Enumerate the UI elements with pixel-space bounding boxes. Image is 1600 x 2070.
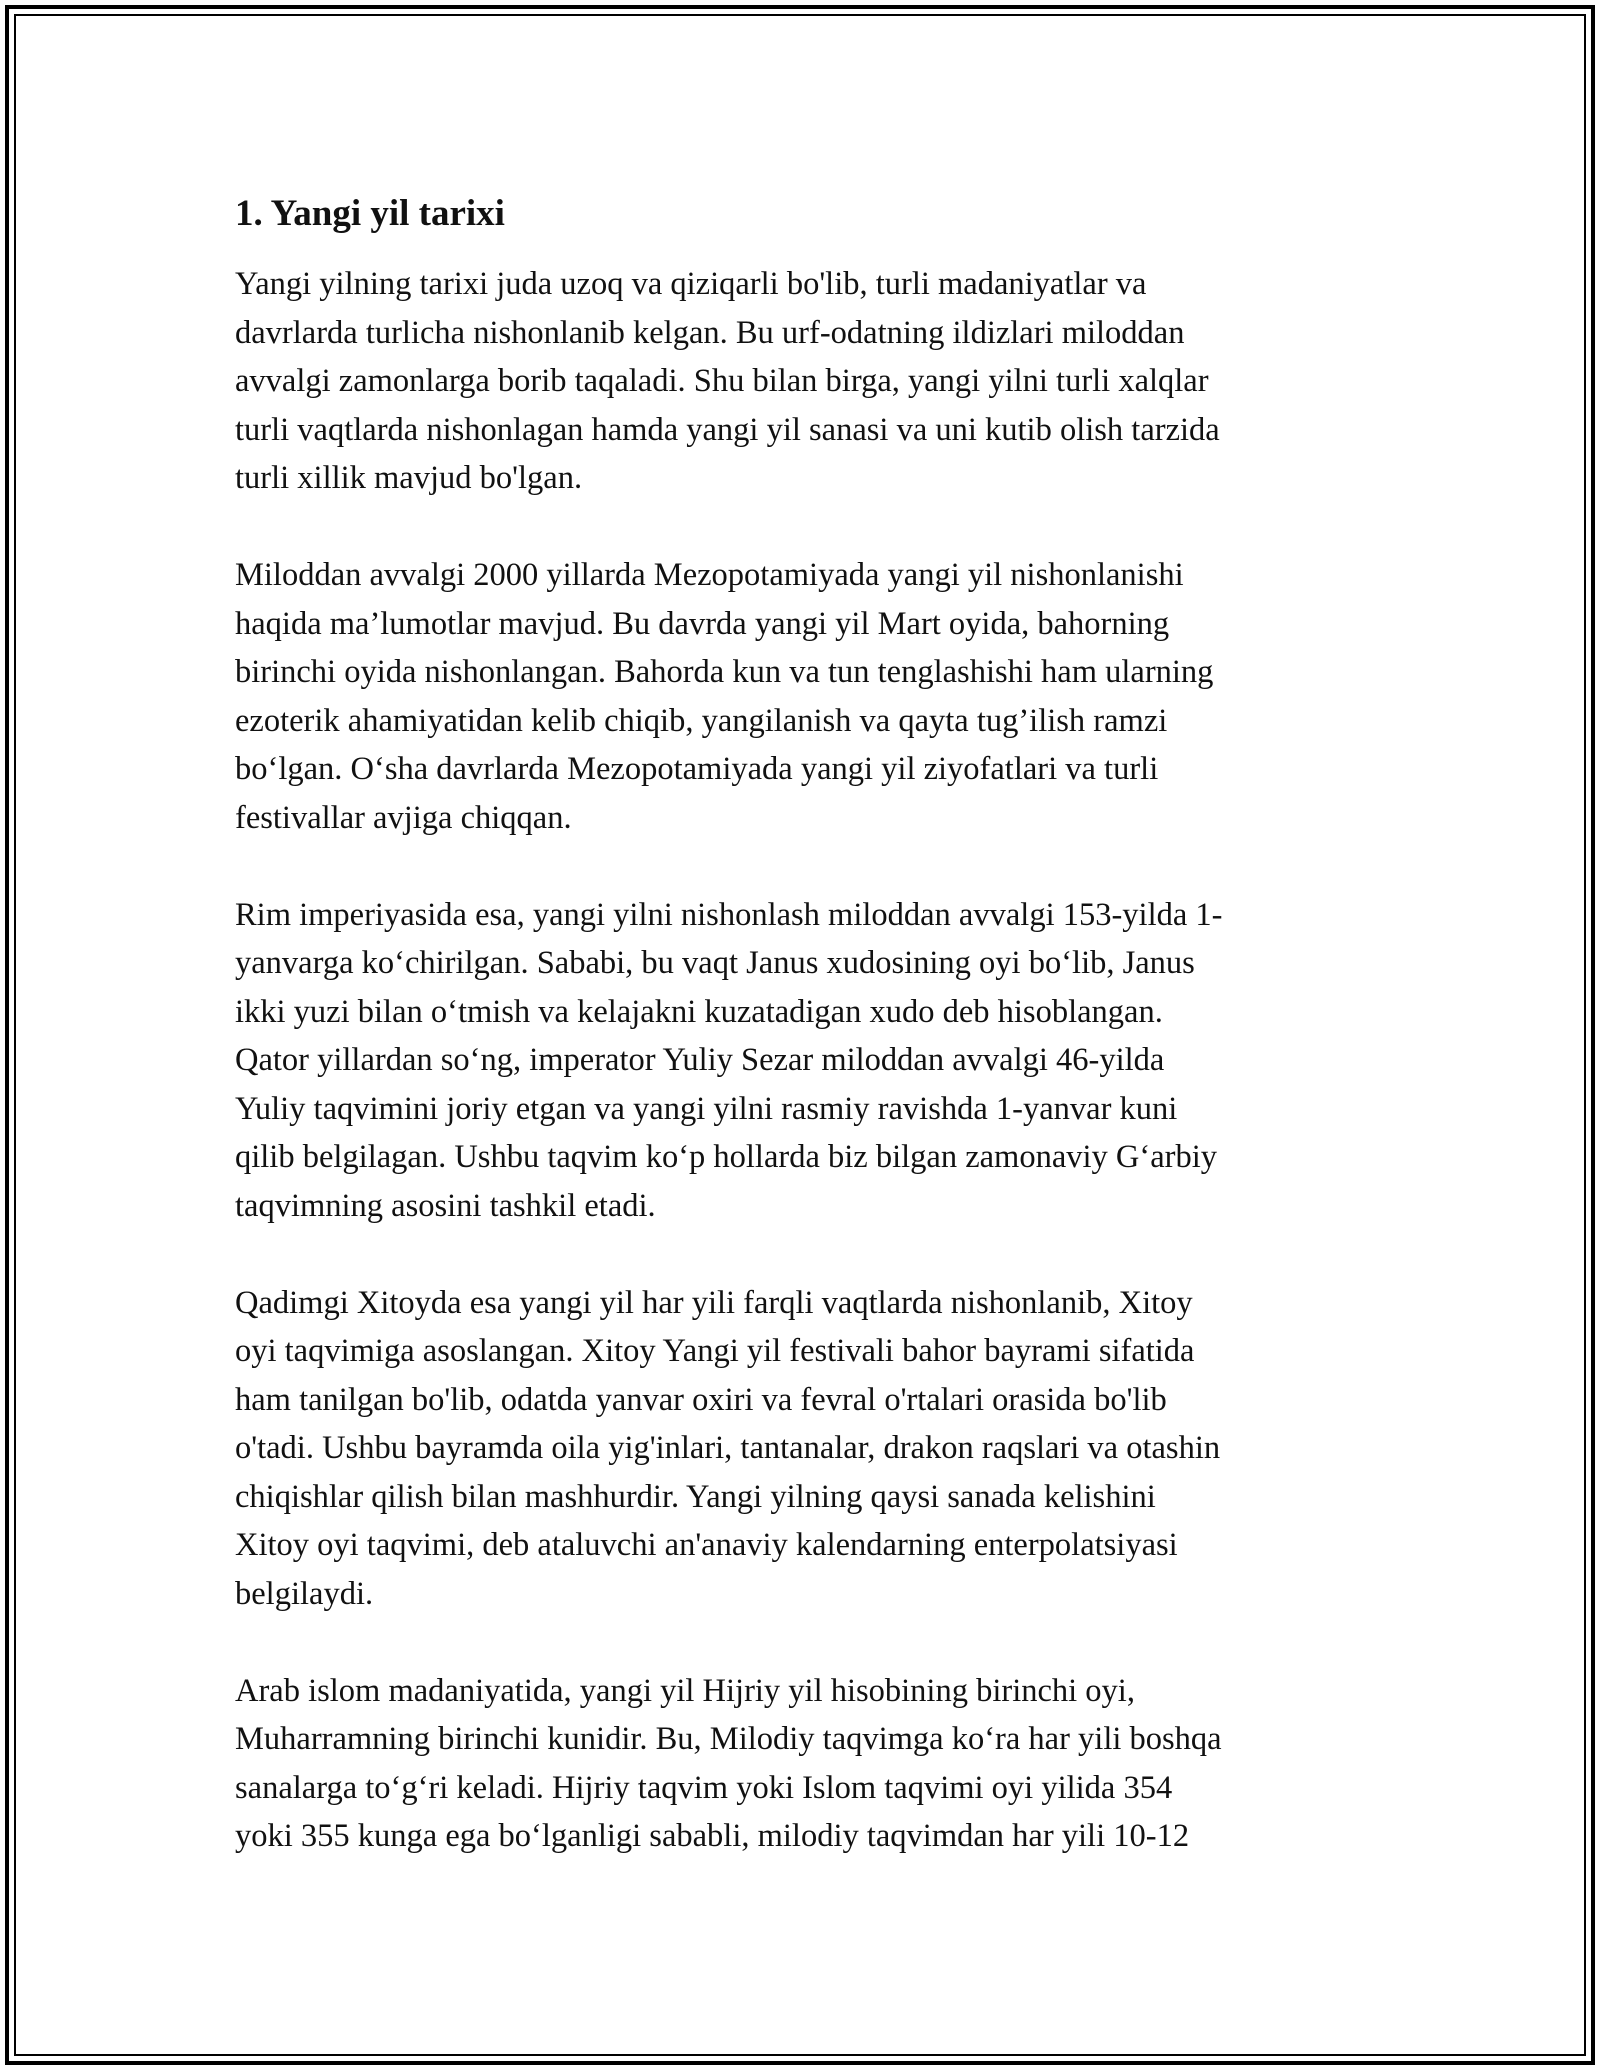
paragraph-1: Yangi yilning tarixi juda uzoq va qiziqarli bo'lib, turli madaniyatlar va davrlarda turlicha nishonlanib kelgan. Bu urf-odatning ildizlari miloddan avvalgi zamonlarga borib taqaladi. Shu bilan birga, yangi yilni turli xalqlar turli vaqtlarda nishonlagan hamda yangi yil sanasi va uni kutib olish tarzida turli xillik mavjud bo'lgan.: [235, 266, 1220, 496]
paragraph-2: Miloddan avvalgi 2000 yillarda Mezopotamiyada yangi yil nishonlanishi haqida ma’lumotlar mavjud. Bu davrda yangi yil Mart oyida, bahorning birinchi oyida nishonlangan. Bahorda kun va tun tenglashishi ham ularning ezoterik ahamiyatidan kelib chiqib, yangilanish va qayta tug’ilish ramzi bo‘lgan. O‘sha davrlarda Mezopotamiyada yangi yil ziyofatlari va turli festivallar avjiga chiqqan.: [235, 557, 1214, 836]
paragraph-3: Rim imperiyasida esa, yangi yilni nishonlash miloddan avvalgi 153-yilda 1- yanvarga ko‘chirilgan. Sababi, bu vaqt Janus xudosining oyi bo‘lib, Janus ikki yuzi bilan o‘tmish va kelajakni kuzatadigan xudo deb hisoblangan. Qator yillardan so‘ng, imperator Yuliy Sezar miloddan avvalgi 46-yilda Yuliy taqvimini joriy etgan va yangi yilni rasmiy ravishda 1-yanvar kuni qilib belgilagan. Ushbu taqvim ko‘p hollarda biz bilgan zamonaviy G‘arbiy taqvimning asosini tashkil etadi.: [235, 896, 1223, 1224]
paragraph-4: Qadimgi Xitoyda esa yangi yil har yili farqli vaqtlarda nishonlanib, Xitoy oyi taqvimiga asoslangan. Xitoy Yangi yil festivali bahor bayrami sifatida ham tanilgan bo'lib, odatda yanvar oxiri va fevral o'rtalari orasida bo'lib o'tadi. Ushbu bayramda oila yig'inlari, tantanalar, drakon raqslari va otashin chiqishlar qilish bilan mashhurdir. Yangi yilning qaysi sanada kelishini Xitoy oyi taqvimi, deb ataluvchi an'anaviy kalendarning enterpolatsiyasi belgilaydi.: [235, 1284, 1221, 1612]
document-body: [235, 188, 1365, 1909]
section-heading: 1. Yangi yil tarixi: [235, 193, 505, 234]
paragraph-5: Arab islom madaniyatida, yangi yil Hijriy yil hisobining birinchi oyi, Muharramning birinchi kunidir. Bu, Milodiy taqvimga ko‘ra har yili boshqa sanalarga to‘g‘ri keladi. Hijriy taqvim yoki Islom taqvimi oyi yilida 354 yoki 355 kunga ega bo‘lganligi sababli, milodiy taqvimdan har yili 10-12: [235, 1672, 1222, 1854]
